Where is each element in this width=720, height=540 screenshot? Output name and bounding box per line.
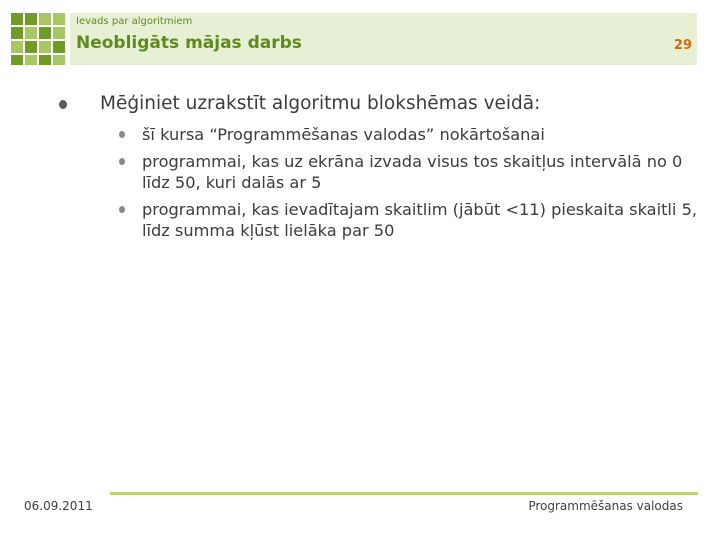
slide-title: Neobligāts mājas darbs bbox=[76, 33, 302, 53]
sub-bullet-dot-icon bbox=[119, 206, 125, 213]
logo-icon bbox=[11, 13, 67, 65]
page-number: 29 bbox=[673, 38, 692, 53]
sub-bullet-dot-icon bbox=[119, 131, 125, 138]
footer-course-name: Programmēšanas valodas bbox=[528, 499, 683, 513]
sub-bullet-text: šī kursa “Programmēšanas valodas” nokārtošanai bbox=[142, 125, 545, 145]
footer-date: 06.09.2011 bbox=[24, 499, 93, 513]
footer-divider bbox=[110, 492, 698, 495]
bullet-item bbox=[58, 92, 698, 116]
sub-bullet-text: programmai, kas uz ekrāna izvada visus tos skaitļus intervālā no 0 līdz 50, kuri dalās ar 5 bbox=[142, 152, 683, 193]
sub-bullet-dot-icon bbox=[119, 158, 125, 165]
sub-bullet-list bbox=[116, 124, 698, 241]
sub-bullet-item bbox=[116, 124, 698, 145]
slide-content bbox=[58, 92, 698, 247]
bullet-text: Mēģiniet uzrakstīt algoritmu blokshēmas veidā: bbox=[100, 93, 541, 114]
course-label: Ievads par algoritmiem bbox=[76, 16, 193, 27]
bullet-dot-icon bbox=[59, 100, 67, 109]
sub-bullet-item bbox=[116, 151, 698, 193]
sub-bullet-item bbox=[116, 199, 698, 241]
sub-bullet-text: programmai, kas ievadītajam skaitlim (jābūt <11) pieskaita skaitli 5, līdz summa kļūst lielāka par 50 bbox=[142, 200, 698, 241]
